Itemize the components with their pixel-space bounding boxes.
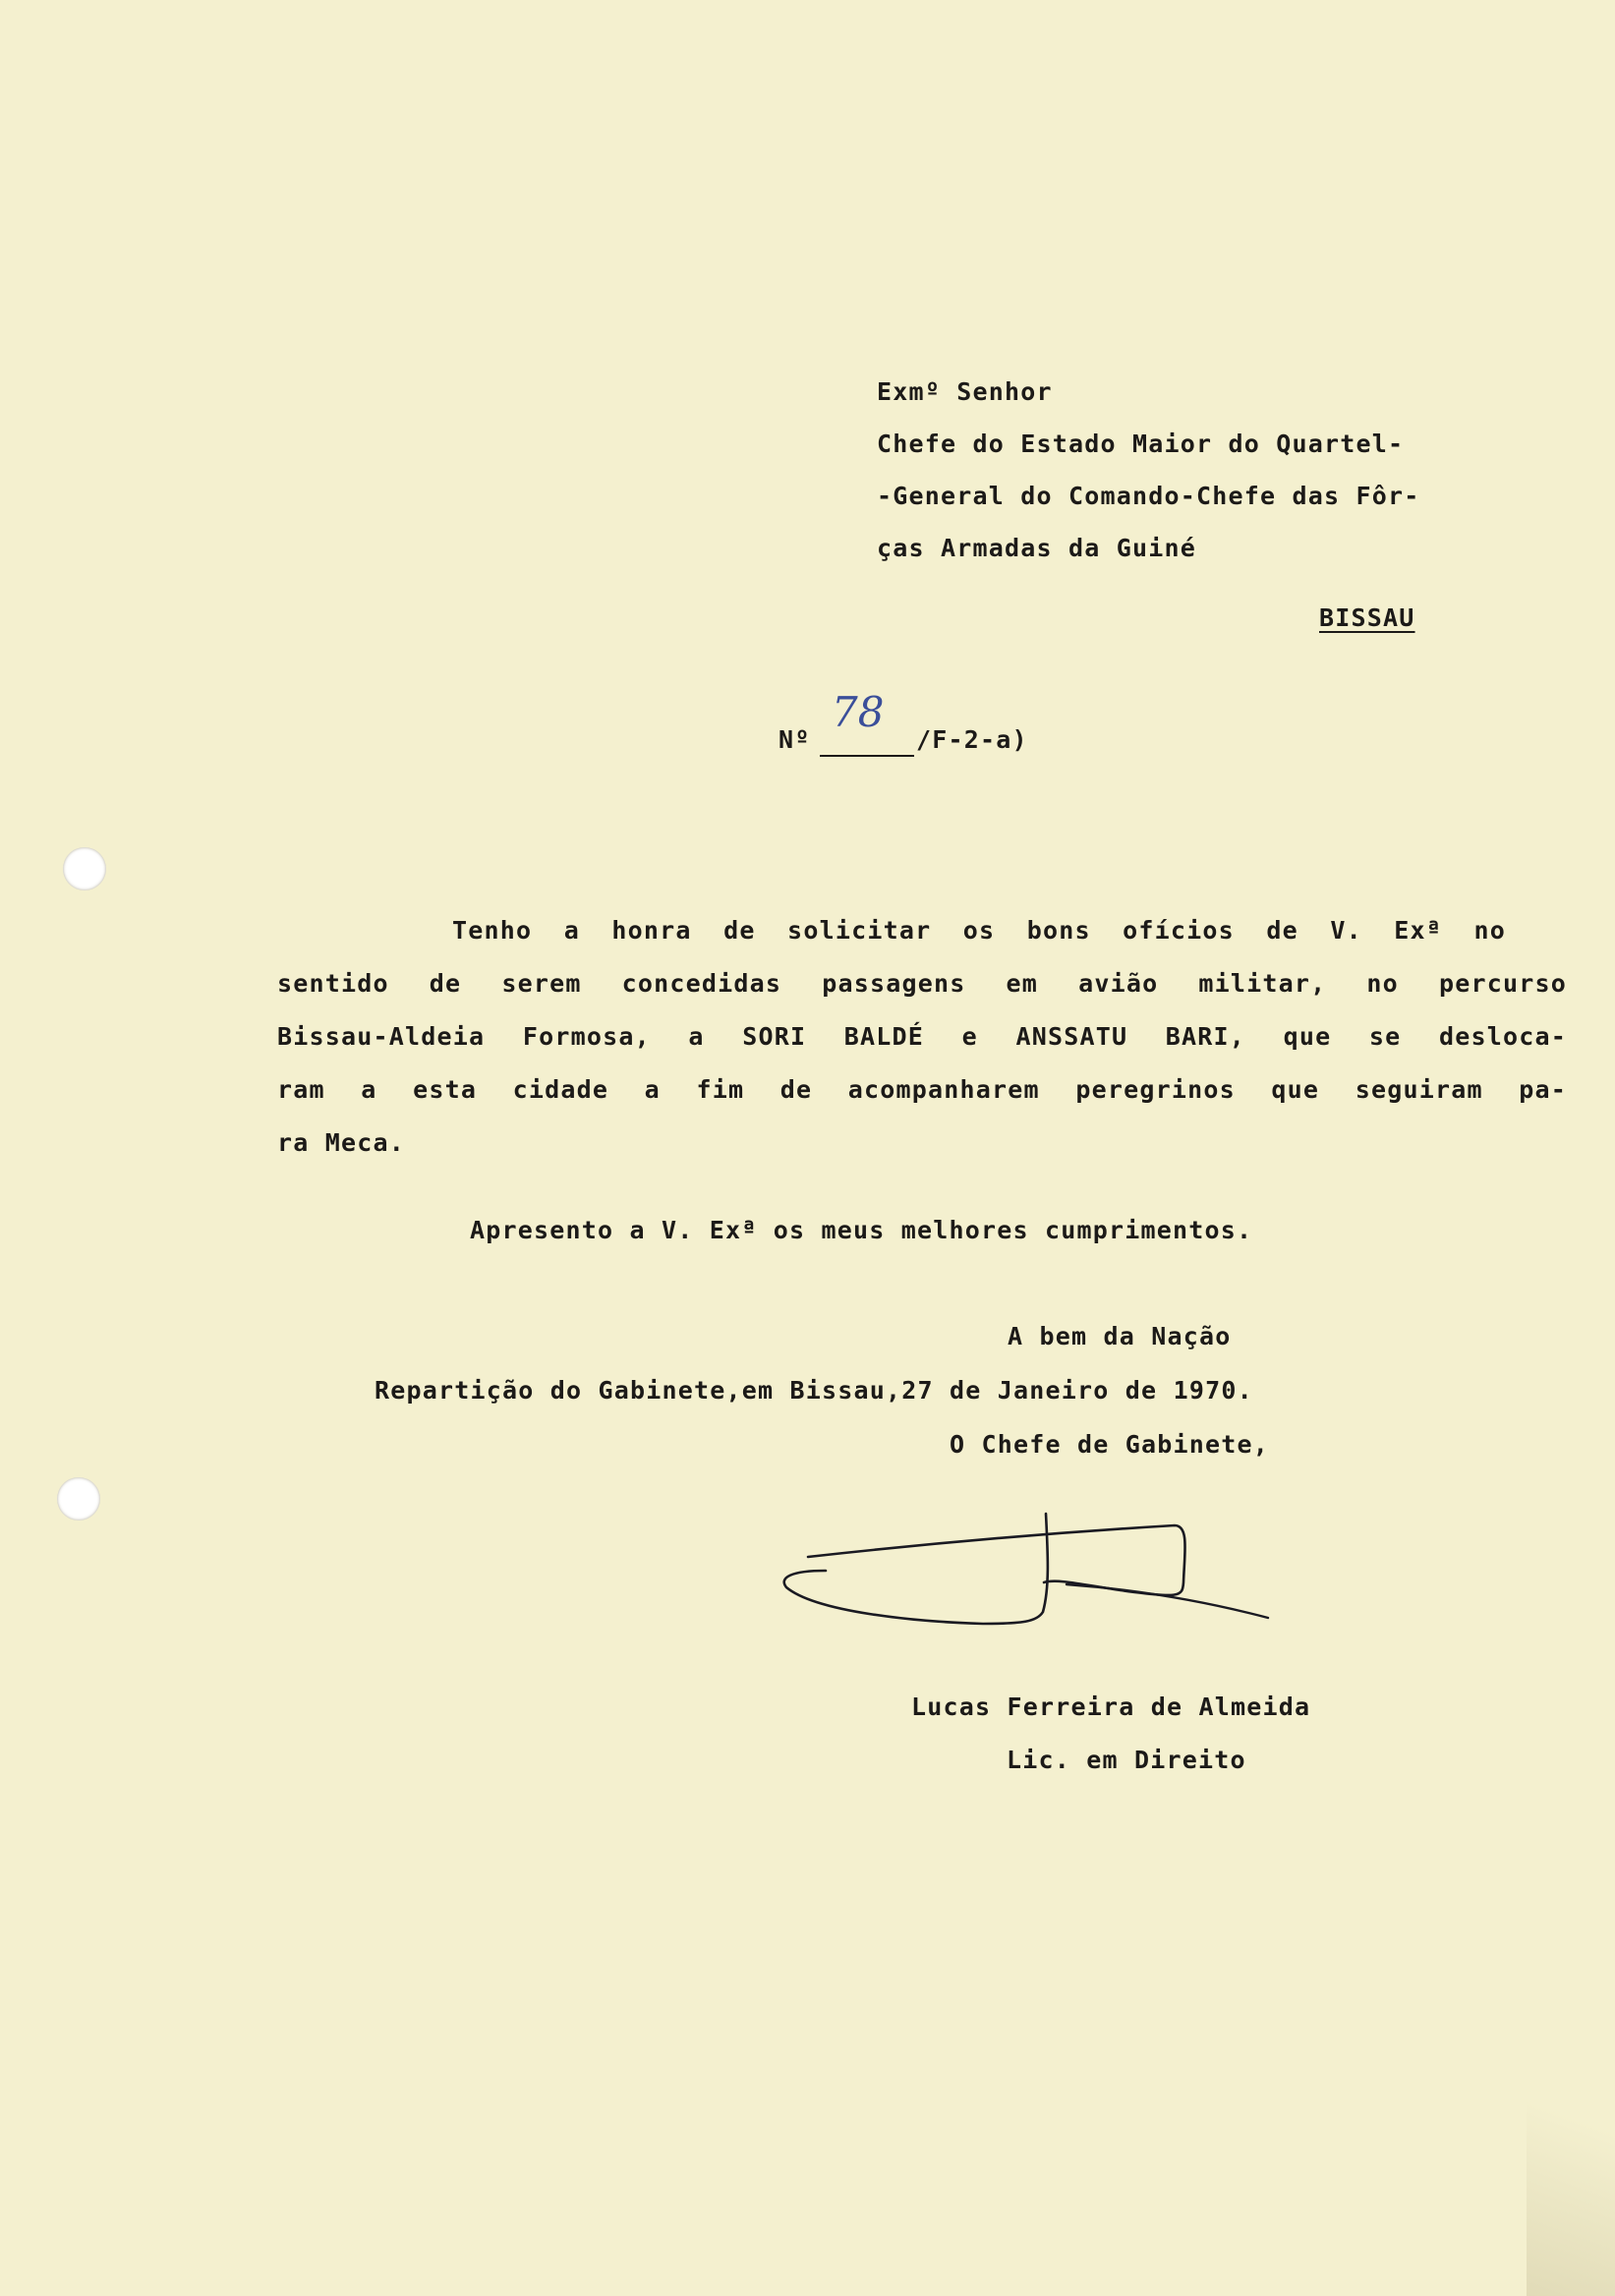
body-line-5: ra Meca.	[277, 1128, 406, 1157]
signatory-name: Lucas Ferreira de Almeida	[911, 1693, 1311, 1721]
address-line-1: Chefe do Estado Maior do Quartel-	[877, 430, 1405, 458]
reference-handwritten-number: 78	[832, 688, 885, 736]
closing-place-date: Repartição do Gabinete,em Bissau,27 de Janeiro de 1970.	[375, 1376, 1253, 1405]
closing-title: O Chefe de Gabinete,	[950, 1430, 1270, 1459]
reference-suffix: /F-2-a)	[916, 725, 1028, 754]
body-line-4: ram a esta cidade a fim de acompanharem peregrinos que seguiram pa-	[277, 1075, 1567, 1104]
salutation: Exmº Senhor	[877, 377, 1053, 406]
address-city: BISSAU	[1319, 603, 1415, 632]
address-line-3: ças Armadas da Guiné	[877, 534, 1197, 562]
body-line-3: Bissau-Aldeia Formosa, a SORI BALDÉ e ANSSATU BARI, que se desloca-	[277, 1022, 1567, 1051]
closing-motto: A bem da Nação	[1008, 1322, 1232, 1350]
reference-prefix: Nº	[779, 725, 811, 754]
signatory-degree: Lic. em Direito	[1007, 1746, 1246, 1774]
body-line-2: sentido de serem concedidas passagens em avião militar, no percurso	[277, 969, 1567, 998]
body-paragraph-2: Apresento a V. Exª os meus melhores cumprimentos.	[470, 1216, 1253, 1244]
body-line-1: Tenho a honra de solicitar os bons ofícios de V. Exª no	[452, 916, 1506, 945]
address-line-2: -General do Comando-Chefe das Fôr-	[877, 482, 1420, 510]
